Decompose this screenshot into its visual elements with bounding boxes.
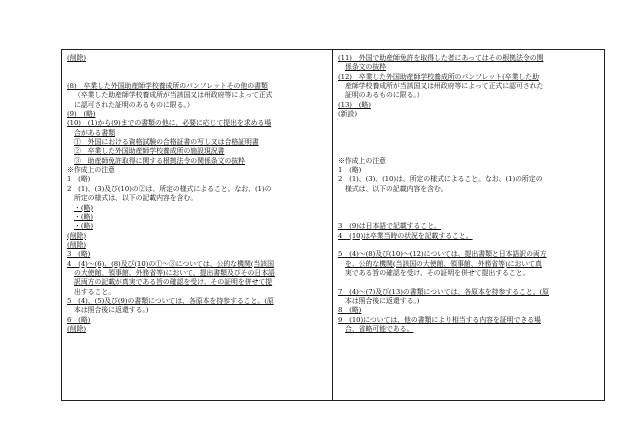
line-text: を、公的な機関(当該国の大使館、領事館、外務省等)において真: [345, 259, 542, 268]
line-text: 所定の様式は、以下の記載内容を含む。: [74, 194, 198, 203]
text-line: [338, 288, 600, 297]
line-text: 5 (4)、(5)及び(9)の書類については、各原本を持参すること。(原: [67, 296, 274, 305]
line-text: 3 (略): [67, 250, 91, 259]
line-text: ・(略): [74, 212, 93, 221]
line-text: 4 (4)～(6)、(8)及び(10)の①～③については、公的な機関(当該国: [67, 259, 274, 268]
blank-line: [338, 138, 600, 147]
text-line: [338, 269, 600, 278]
text-line: [338, 110, 600, 119]
line-text: 4 (10)は卒業当時の状況を記載すること。: [338, 231, 473, 240]
line-text: ※作成上の注意: [67, 166, 115, 175]
text-line: [338, 91, 600, 100]
text-line: [67, 250, 328, 259]
line-text: ・(略): [74, 222, 93, 231]
text-line: [338, 250, 600, 259]
line-text: 1 (略): [67, 175, 91, 184]
text-line: [67, 157, 328, 166]
text-line: [338, 73, 600, 82]
text-line: [67, 129, 328, 138]
line-text: 8 (略): [338, 306, 362, 315]
text-line: [338, 232, 600, 241]
blank-line: [338, 194, 600, 203]
text-line: [67, 82, 328, 91]
text-line: [67, 194, 328, 203]
text-line: [338, 63, 600, 72]
line-text: 5 (4)～(8)及び(10)～(12)については、提出書類と日本語訳の両方: [338, 250, 547, 259]
text-line: [338, 185, 600, 194]
line-text: (11) 外国で助産師免許を取得した者にあってはその根拠法令の関: [338, 54, 544, 62]
text-line: [67, 325, 328, 334]
text-line: [338, 222, 600, 231]
text-line: [67, 175, 328, 184]
text-line: [67, 54, 328, 63]
text-line: [67, 297, 328, 306]
line-text: の大使館、領事館、外務省等)において、提出書類及びその日本語: [74, 268, 275, 277]
blank-line: [338, 119, 600, 128]
text-line: [338, 166, 600, 175]
line-text: ※作成上の注意: [338, 156, 386, 165]
text-line: [338, 297, 600, 306]
line-text: に認可された証明のあるものに限る。）: [74, 100, 194, 109]
line-text: 合、省略可能である。: [345, 324, 414, 333]
text-line: [67, 147, 328, 156]
text-line: [67, 204, 328, 213]
text-line: [338, 175, 600, 184]
text-line: [67, 222, 328, 231]
text-line: [67, 166, 328, 175]
line-text: (13) (略): [338, 100, 371, 109]
line-text: (10) (1)から(9)までの書類の他に、必要に応じて提出を求める場: [67, 119, 272, 128]
text-line: [67, 185, 328, 194]
line-text: (9) (略): [67, 110, 96, 119]
text-line: [67, 110, 328, 119]
line-text: 係条文の抜粋: [345, 63, 387, 72]
line-text: 様式は、以下の記載内容を含む。: [345, 184, 448, 193]
line-text: (削除): [67, 231, 86, 240]
line-text: 証明のあるものに限る。）: [345, 91, 424, 100]
text-line: [67, 91, 328, 100]
text-line: [67, 119, 328, 128]
line-text: 6 (略): [67, 315, 91, 324]
line-text: 1 (略): [338, 166, 362, 175]
blank-line: [338, 204, 600, 213]
line-text: 2 (1)、(3)、(10)は、所定の様式によること。なお、(1)の所定の: [338, 175, 543, 184]
text-line: [67, 260, 328, 269]
blank-line: [338, 213, 600, 222]
line-text: 出すること。: [74, 287, 116, 296]
line-text: ② 卒業した外国助産師学校養成所の施設現況書: [74, 147, 225, 156]
line-text: 訳両方の記載が真実である旨の確認を受け、その証明を併せて提: [74, 278, 273, 287]
line-text: 7 (4)～(7)及び(13)の書類については、各原本を持参すること。(原: [338, 287, 550, 296]
line-text: （卒業した助産師学校養成所が当該国又は州政府等によって正式: [74, 91, 273, 100]
blank-line: [338, 278, 600, 287]
line-text: ③ 助産師免許取得に関する根拠法令の関係条文の抜粋: [74, 156, 246, 165]
line-text: 2 (1)、(3)及び(10)の②は、所定の様式によること。なお、(1)の: [67, 184, 272, 193]
text-line: [67, 316, 328, 325]
text-line: [67, 232, 328, 241]
text-line: [67, 241, 328, 250]
text-line: [67, 101, 328, 110]
line-text: 本は照合後に返還する。): [74, 306, 149, 315]
line-text: (新設): [338, 110, 357, 119]
line-text: 実である旨の確認を受け、その証明を併せて提出すること。: [345, 268, 530, 277]
text-line: [67, 138, 328, 147]
text-line: [338, 54, 600, 63]
line-text: 9 (10)については、他の書類により相当する内容を証明できる場: [338, 315, 541, 324]
text-line: [67, 278, 328, 287]
line-text: (削除): [67, 240, 86, 249]
line-text: (削除): [67, 54, 86, 62]
line-text: ・(略): [74, 203, 93, 212]
blank-line: [338, 147, 600, 156]
text-line: [67, 213, 328, 222]
revised-text-column: [62, 50, 333, 400]
line-text: ① 外国における資格試験の合格証書の写し又は合格証明書: [74, 138, 259, 147]
line-text: (8) 卒業した外国助産師学校養成所のパンフレットその他の書類: [67, 82, 268, 91]
blank-line: [338, 129, 600, 138]
text-line: [338, 306, 600, 315]
current-text-column: [333, 50, 604, 400]
line-text: (削除): [67, 324, 86, 333]
text-line: [338, 157, 600, 166]
text-line: [67, 269, 328, 278]
text-line: [338, 82, 600, 91]
blank-line: [338, 241, 600, 250]
text-line: [338, 101, 600, 110]
line-text: 本は照合後に返還する。): [345, 296, 420, 305]
text-line: [67, 306, 328, 315]
comparison-table: [61, 49, 605, 401]
text-line: [338, 260, 600, 269]
blank-line: [67, 63, 328, 72]
text-line: [338, 316, 600, 325]
text-line: [338, 325, 600, 334]
text-line: [67, 288, 328, 297]
line-text: 合がある書類: [74, 128, 116, 137]
line-text: 産師学校養成所が当該国又は州政府等によって正式に認可された: [345, 82, 544, 91]
line-text: (12) 卒業した外国助産師学校養成所のパンフレット(卒業した助: [338, 72, 539, 81]
line-text: 3 (9)は日本語で記載すること。: [338, 222, 441, 231]
blank-line: [67, 73, 328, 82]
